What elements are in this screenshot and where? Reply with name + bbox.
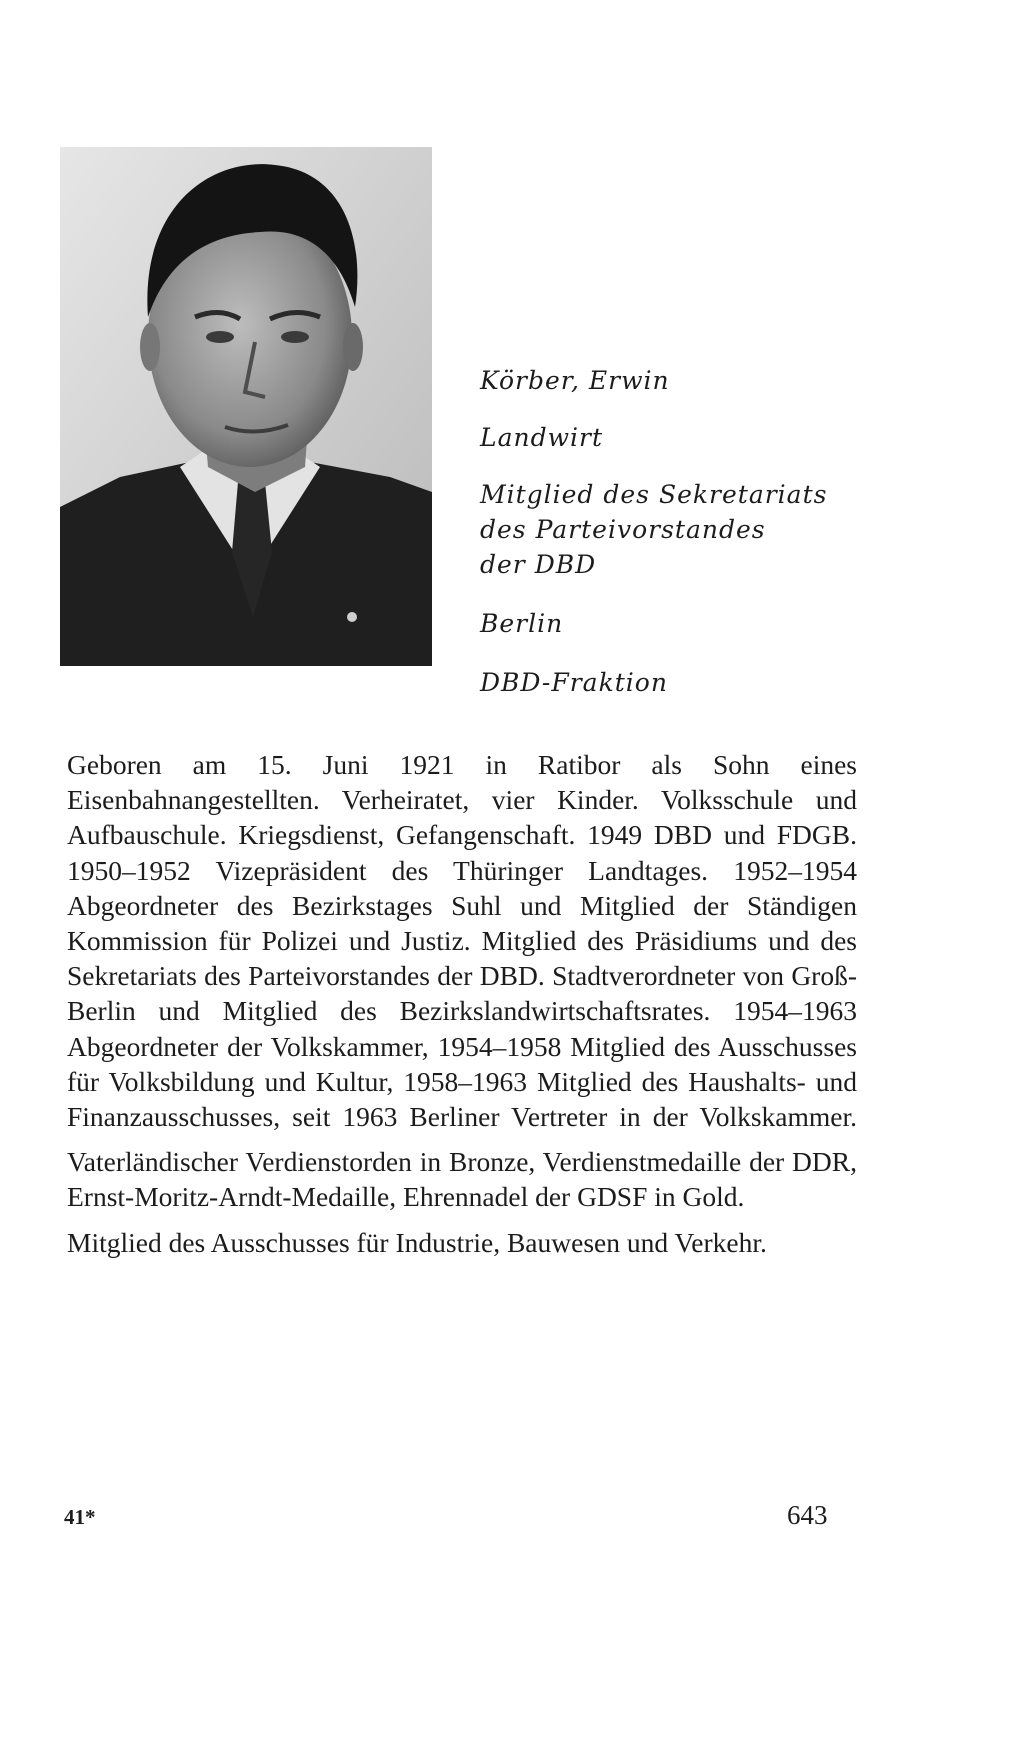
signature-mark: 41*: [64, 1505, 96, 1529]
position-line-1: Mitglied des Sekretariats: [480, 480, 828, 509]
position-line-2: des Parteivorstandes: [480, 515, 766, 544]
place: Berlin: [480, 609, 564, 638]
portrait-illustration: [60, 147, 432, 666]
profession: Landwirt: [480, 423, 604, 452]
biography-text: [67, 747, 857, 1260]
awards-paragraph: Vaterländischer Verdienstorden in Bronze, Verdienstmedaille der DDR, Ernst-Moritz-Arndt-Medaille, Ehrennadel der GDSF in Gold.: [67, 1146, 857, 1213]
biography-paragraph-1: Geboren am 15. Juni 1921 in Ratibor als Sohn eines Eisenbahnangestellten. Verheiratet, vier Kinder. Volksschule und Aufbauschule. Kriegsdienst, Gefangenschaft. 1949 DBD und FDGB. 1950–1952 Vizepräsident des Thüringer Landtages. 1952–1954 Abgeordneter des Bezirkstages Suhl und Mitglied der Ständigen Kommission für Polizei und Justiz. Mitglied des Präsidiums und des Sekretariats des Parteivorstandes der DBD. Stadtverordneter von Groß-Berlin und Mitglied des Bezirkslandwirtschaftsrates. 1954–1963 Abgeordneter der Volkskammer, 1954–1958 Mitglied des Ausschusses für Volksbildung und Kultur, 1958–1963 Mitglied des Haushalts- und Finanzausschusses, seit 1963 Berliner Vertreter in der Volkskammer.: [67, 749, 857, 1133]
committee-paragraph: Mitglied des Ausschusses für Industrie, Bauwesen und Verkehr.: [67, 1226, 767, 1258]
portrait-photo: [60, 147, 432, 666]
page-number: 643: [787, 1500, 828, 1530]
person-name: Körber, Erwin: [480, 366, 670, 395]
faction: DBD-Fraktion: [480, 668, 668, 697]
biography-caption: [480, 363, 900, 700]
position-line-3: der DBD: [480, 550, 597, 579]
